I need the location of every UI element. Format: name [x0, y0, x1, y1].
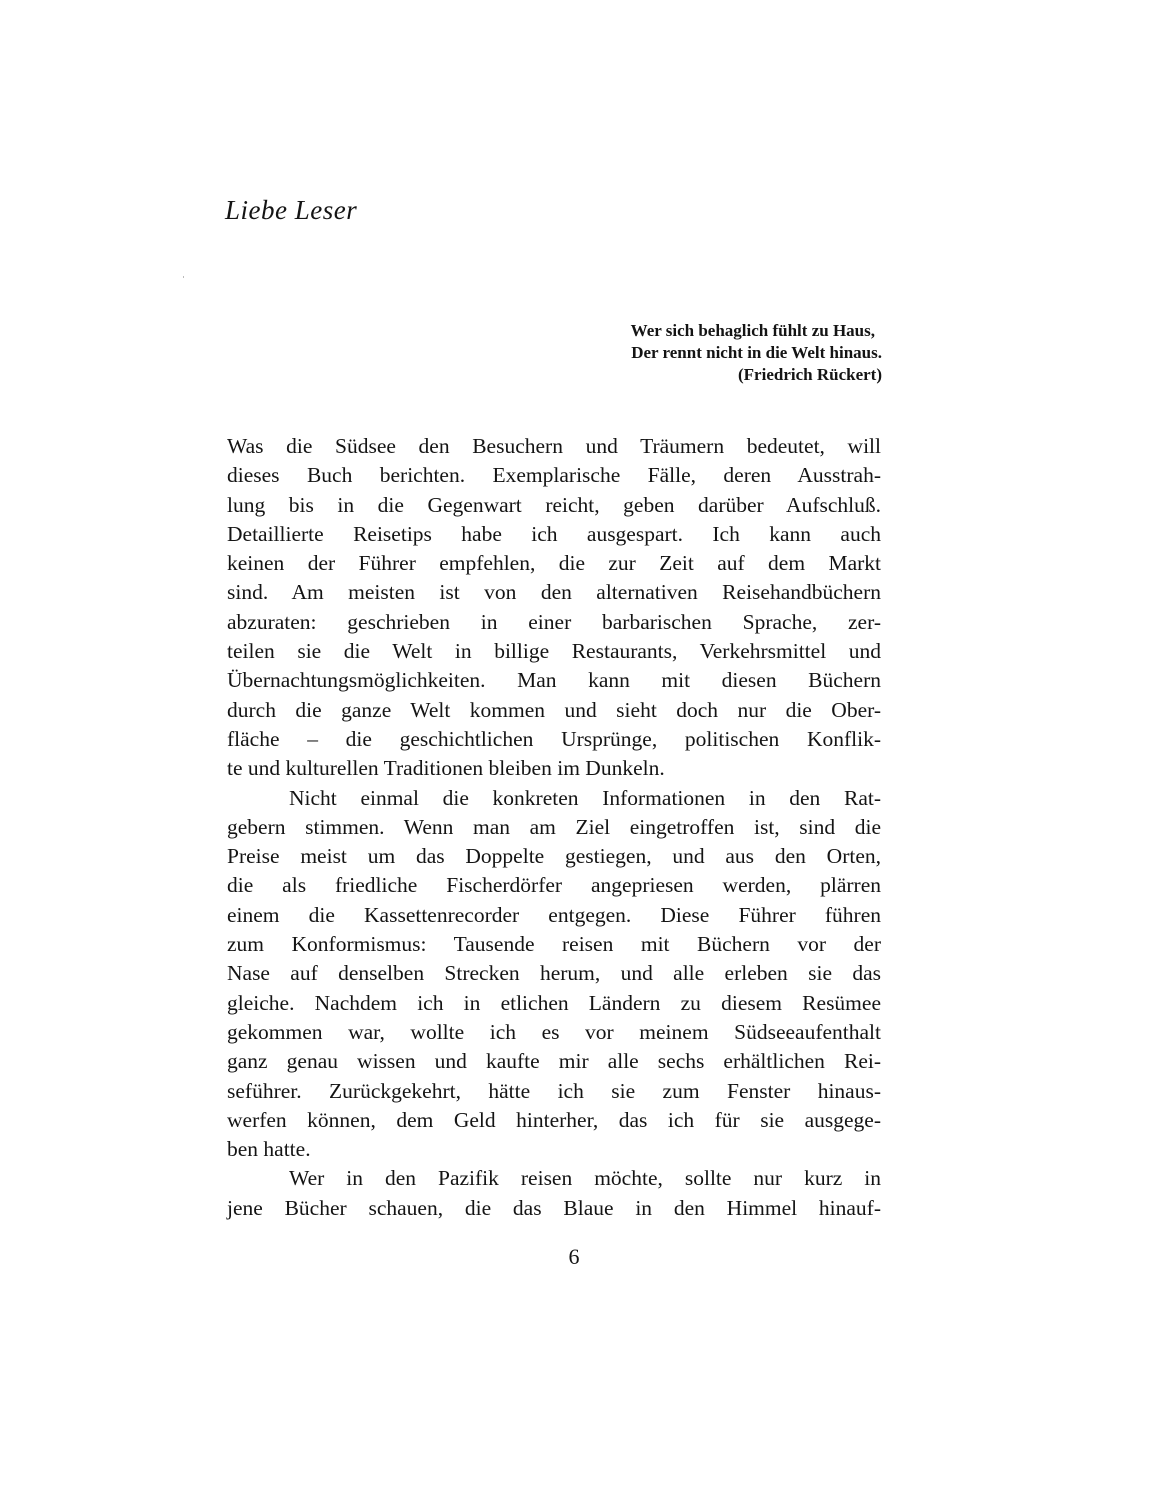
- text-line: gleiche. Nachdem ich in etlichen Ländern zu diesem Resümee: [227, 990, 881, 1015]
- epigraph-line: Wer sich behaglich fühlt zu Haus,: [630, 321, 875, 340]
- text-line: gekommen war, wollte ich es vor meinem Südseeaufenthalt: [227, 1019, 881, 1044]
- text-line: abzuraten: geschrieben in einer barbarischen Sprache, zer-: [227, 609, 881, 634]
- text-line: lung bis in die Gegenwart reicht, geben darüber Aufschluß.: [227, 492, 881, 517]
- page-number-text: 6: [568, 1244, 580, 1269]
- epigraph: [520, 320, 882, 386]
- text-line: einem die Kassettenrecorder entgegen. Diese Führer führen: [227, 902, 881, 927]
- text-line: ben hatte.: [227, 1137, 311, 1162]
- text-line: te und kulturellen Traditionen bleiben im Dunkeln.: [227, 756, 665, 781]
- text-line: ganz genau wissen und kaufte mir alle sechs erhältlichen Rei-: [227, 1049, 881, 1074]
- text-line: dieses Buch berichten. Exemplarische Fälle, deren Ausstrah-: [227, 463, 881, 488]
- body-text: [227, 432, 881, 1223]
- text-line: seführer. Zurückgekehrt, hätte ich sie zum Fenster hinaus-: [227, 1078, 881, 1103]
- text-line: Preise meist um das Doppelte gestiegen, und aus den Orten,: [227, 844, 881, 869]
- page-number: [0, 1244, 1174, 1270]
- text-line: Wer in den Pazifik reisen möchte, sollte nur kurz in: [289, 1166, 881, 1191]
- text-line: keinen der Führer empfehlen, die zur Zeit auf dem Markt: [227, 551, 881, 576]
- text-line: werfen können, dem Geld hinterher, das ich für sie ausgege-: [227, 1107, 881, 1132]
- epigraph-attribution: (Friedrich Rückert): [738, 365, 882, 384]
- text-line: Nicht einmal die konkreten Informationen in den Rat-: [289, 785, 881, 810]
- scan-speck: [183, 276, 184, 278]
- text-line: sind. Am meisten ist von den alternativen Reisehandbüchern: [227, 580, 881, 605]
- text-line: Nase auf denselben Strecken herum, und alle erleben sie das: [227, 961, 881, 986]
- text-line: fläche – die geschichtlichen Ursprünge, politischen Konflik-: [227, 726, 881, 751]
- text-line: die als friedliche Fischerdörfer angepriesen werden, plärren: [227, 873, 881, 898]
- text-line: Detaillierte Reisetips habe ich ausgespart. Ich kann auch: [227, 521, 881, 546]
- text-line: Übernachtungsmöglichkeiten. Man kann mit diesen Büchern: [227, 668, 881, 693]
- text-line: durch die ganze Welt kommen und sieht doch nur die Ober-: [227, 697, 881, 722]
- text-line: Was die Südsee den Besuchern und Träumern bedeutet, will: [227, 434, 881, 458]
- text-line: jene Bücher schauen, die das Blaue in den Himmel hinauf-: [227, 1195, 881, 1220]
- chapter-heading: Liebe Leser: [225, 195, 358, 225]
- text-line: zum Konformismus: Tausende reisen mit Büchern vor der: [227, 932, 881, 957]
- text-line: teilen sie die Welt in billige Restaurants, Verkehrsmittel und: [227, 639, 881, 664]
- epigraph-line: Der rennt nicht in die Welt hinaus.: [631, 343, 882, 362]
- text-line: gebern stimmen. Wenn man am Ziel eingetroffen ist, sind die: [227, 814, 881, 839]
